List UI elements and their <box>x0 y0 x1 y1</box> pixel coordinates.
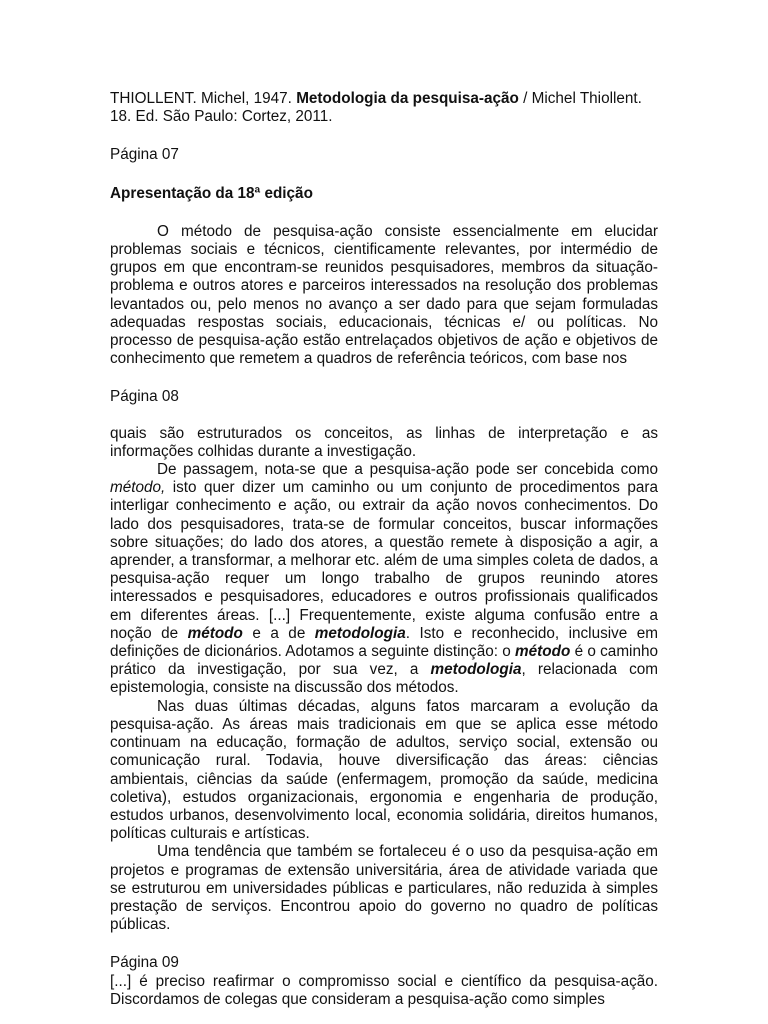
page-label-09: Página 09 <box>110 954 179 972</box>
emph-metodologia: metodologia <box>430 661 522 679</box>
emph-metodologia: metodologia <box>314 624 406 642</box>
citation-author: THIOLLENT. Michel, 1947. <box>110 90 297 107</box>
section-heading: Apresentação da 18ª edição <box>110 184 313 202</box>
paragraph-intro: O método de pesquisa-ação consiste essencialmente em elucidar problemas sociais e técnicos, cientificamente relevantes, por intermédio de grupos em que encontram-se reunidos pesquisadores, membros da situação-problema e outros atores e parceiros interessados na resolução dos problemas levantados ou, pelo menos no avanço a ser dado para que sejam formuladas adequadas respostas sociais, educacionais, técnicas e/ ou políticas. No processo de pesquisa-ação estão entrelaçados objetivos de ação e objetivos de conhecimento que remetem a quadros de referência teóricos, com base nos <box>110 222 658 368</box>
citation <box>110 90 658 126</box>
citation-line-2: 18. Ed. São Paulo: Cortez, 2011. <box>110 108 333 126</box>
citation-title: Metodologia da pesquisa-ação <box>296 90 519 107</box>
page-label-08: Página 08 <box>110 388 179 406</box>
paragraph-method: De passagem, nota-se que a pesquisa-ação pode ser concebida como método, isto quer dizer um caminho ou um conjunto de procedimentos para interligar conhecimento e ação, ou extrair da ação novos conhecimentos. Do lado dos pesquisadores, trata-se de formular conceitos, buscar informações sobre situações; do lado dos atores, a questão remete à disposição a agir, a aprender, a transformar, a melhorar etc. além de uma simples coleta de dados, a pesquisa-ação requer um longo trabalho de grupos reunindo atores interessados e pesquisadores, educadores e outros profissionais qualificados em diferentes áreas. [...] Frequentemente, existe alguma confusão entre a noção de método e a de metodologia. Isto e reconhecido, inclusive em definições de dicionários. Adotamos a seguinte distinção: o método é o caminho prático da investigação, por sua vez, a metodologia, relacionada com epistemologia, consiste na discussão dos métodos. <box>110 461 658 697</box>
emph-metodo: método, <box>110 479 166 497</box>
paragraph-commitment: [...] é preciso reafirmar o compromisso social e científico da pesquisa-ação. Discordamos de colegas que consideram a pesquisa-ação como simples <box>110 972 658 1008</box>
page-label-07: Página 07 <box>110 146 179 164</box>
emph-metodo: método <box>515 643 571 661</box>
emph-metodo: método <box>187 624 243 642</box>
citation-rest: / Michel Thiollent. <box>518 90 642 107</box>
paragraph-evolution: Nas duas últimas décadas, alguns fatos marcaram a evolução da pesquisa-ação. As áreas mais tradicionais em que se aplica esse método continuam na educação, formação de adultos, serviço social, extensão ou comunicação rural. Todavia, houve diversificação das áreas: ciências ambientais, ciências da saúde (enfermagem, promoção da saúde, medicina coletiva), estudos organizacionais, ergonomia e engenharia de produção, estudos urbanos, desenvolvimento local, economia solidária, direitos humanos, políticas culturais e artísticas. <box>110 697 658 843</box>
document-body <box>110 90 658 1009</box>
paragraph-extension: Uma tendência que também se fortaleceu é o uso da pesquisa-ação em projetos e programas de extensão universitária, área de atividade variada que se estruturou em universidades públicas e particulares, não reduzida à simples prestação de serviços. Encontrou apoio do governo no quadro de políticas públicas. <box>110 843 658 934</box>
paragraph-continuation: quais são estruturados os conceitos, as linhas de interpretação e as informações colhidas durante a investigação. <box>110 424 658 460</box>
citation-line-1 <box>110 90 658 108</box>
